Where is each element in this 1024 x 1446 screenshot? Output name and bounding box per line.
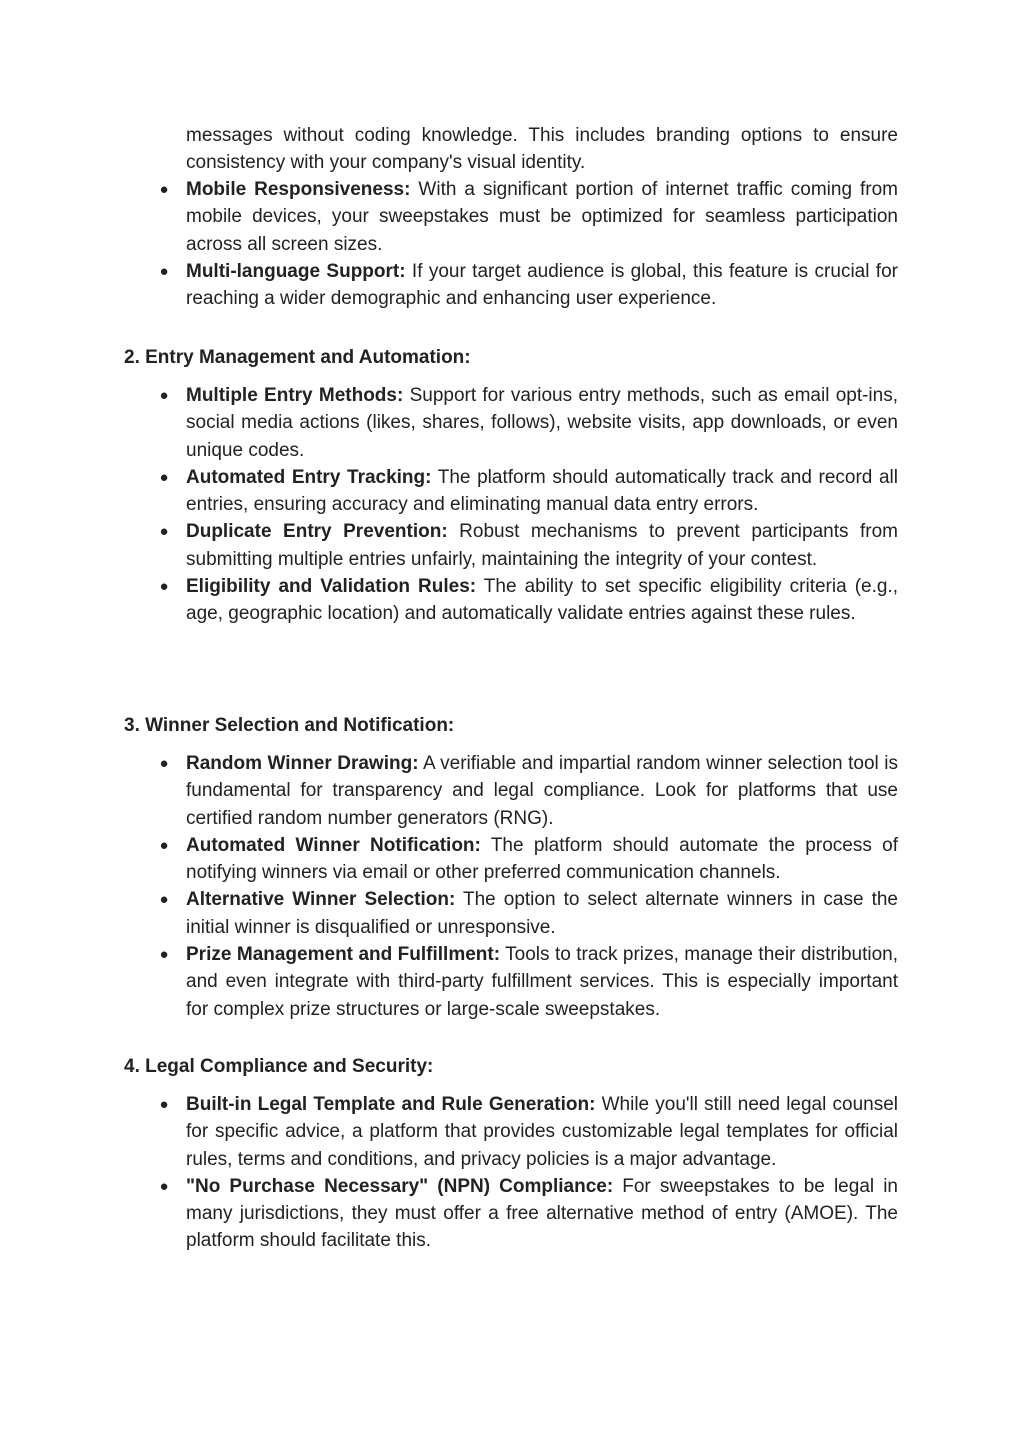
bullet-icon: ● — [159, 1096, 169, 1113]
list-item — [159, 258, 898, 313]
list-item — [159, 176, 898, 258]
list-item-text: The platform should automate the process of notifying winners via email or other preferred communication channels. — [186, 834, 898, 884]
continuation-paragraph: messages without coding knowledge. This includes branding options to ensure consistency with your company's visual identity. — [186, 125, 898, 174]
list-item-term: Automated Entry Tracking: — [186, 466, 432, 488]
list-item-term: Mobile Responsiveness: — [186, 179, 411, 200]
bullet-icon: ● — [159, 946, 169, 964]
bullet-icon: ● — [159, 755, 169, 772]
list-item — [159, 1091, 898, 1173]
list-item-term: "No Purchase Necessary" (NPN) Compliance: — [186, 1175, 614, 1197]
list-item-text: A verifiable and impartial random winner selection tool is fundamental for transparency and legal compliance. Look for platforms that use certified random number generators (RNG). — [186, 753, 898, 829]
list-item-text: With a significant portion of internet traffic coming from mobile devices, your sweepstakes must be optimized for seamless participation across all screen sizes. — [186, 179, 898, 255]
feature-list-intro — [159, 176, 898, 312]
list-item-term: Built-in Legal Template and Rule Generation: — [186, 1094, 596, 1115]
feature-list-entry-management — [159, 382, 899, 628]
list-item — [159, 518, 898, 573]
list-item-text: Tools to track prizes, manage their distribution, and even integrate with third-party fulfillment services. This is especially important for complex prize structures or large-scale sweepstakes. — [186, 944, 898, 1020]
bullet-icon: ● — [159, 181, 169, 198]
bullet-icon: ● — [159, 836, 169, 854]
bullet-icon: ● — [159, 387, 169, 404]
bullet-icon: ● — [159, 468, 169, 486]
bullet-icon: ● — [159, 523, 169, 541]
list-item-term: Duplicate Entry Prevention: — [186, 521, 448, 543]
list-item-text: Support for various entry methods, such as email opt-ins, social media actions (likes, shares, follows), website visits, app downloads, or even unique codes. — [186, 385, 899, 461]
list-item-text: If your target audience is global, this feature is crucial for reaching a wider demographic and enhancing user experience. — [186, 260, 898, 310]
list-item-text: The option to select alternate winners in case the initial winner is disqualified or unresponsive. — [186, 889, 898, 938]
feature-list-legal-compliance — [159, 1091, 898, 1255]
list-item-term: Prize Management and Fulfillment: — [186, 944, 501, 966]
list-item — [159, 573, 898, 628]
list-item — [159, 1173, 898, 1255]
list-item — [159, 750, 898, 832]
list-item-text: The ability to set specific eligibility criteria (e.g., age, geographic location) and automatically validate entries against these rules. — [186, 576, 898, 625]
feature-list-winner-selection — [159, 750, 898, 1023]
list-item-term: Alternative Winner Selection: — [186, 889, 456, 911]
list-item-text: While you'll still need legal counsel for specific advice, a platform that provides customizable legal templates for official rules, terms and conditions, and privacy policies is a major advantage. — [186, 1094, 898, 1170]
bullet-icon: ● — [159, 1177, 169, 1195]
list-item-text: The platform should automatically track and record all entries, ensuring accuracy and eliminating manual data entry errors. — [186, 466, 898, 516]
section-heading-winner-selection: 3. Winner Selection and Notification: — [124, 715, 455, 736]
list-item — [159, 941, 898, 1023]
list-item-term: Random Winner Drawing: — [186, 753, 419, 774]
list-item — [159, 464, 898, 519]
list-item — [159, 832, 898, 887]
list-item — [159, 886, 898, 941]
section-heading-entry-management: 2. Entry Management and Automation: — [124, 347, 471, 368]
list-item-term: Multiple Entry Methods: — [186, 385, 404, 406]
list-item — [159, 382, 899, 464]
bullet-icon: ● — [159, 891, 169, 909]
bullet-icon: ● — [159, 262, 169, 280]
list-item-text: For sweepstakes to be legal in many jurisdictions, they must offer a free alternative method of entry (AMOE). The platform should facilitate this. — [186, 1175, 898, 1252]
list-item-term: Eligibility and Validation Rules: — [186, 576, 477, 598]
list-item-term: Automated Winner Notification: — [186, 834, 481, 856]
list-item-text: Robust mechanisms to prevent participants from submitting multiple entries unfairly, maintaining the integrity of your contest. — [186, 521, 898, 570]
section-heading-legal-compliance: 4. Legal Compliance and Security: — [124, 1056, 434, 1077]
list-item-term: Multi-language Support: — [186, 260, 406, 282]
bullet-icon: ● — [159, 578, 169, 596]
